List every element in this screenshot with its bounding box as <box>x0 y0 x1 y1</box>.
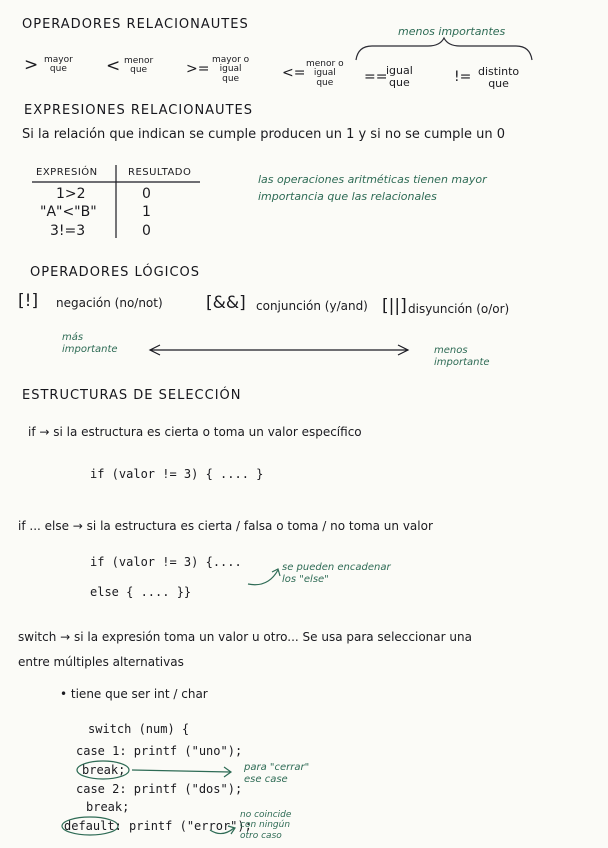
table-header: EXPRESIÓN <box>36 167 98 178</box>
op-symbol: < <box>106 56 121 76</box>
relational-rule-text: Si la relación que indican se cumple producen un 1 y si no se cumple un 0 <box>22 127 505 142</box>
section-title-logical-operators: OPERADORES LÓGICOS <box>30 265 201 280</box>
if-code-example: if (valor != 3) { .... } <box>90 467 264 481</box>
op-label: mayor o igual que <box>212 55 250 84</box>
op-label: igual que <box>386 64 413 89</box>
table-cell: 0 <box>142 186 151 202</box>
table-header: RESULTADO <box>128 167 192 178</box>
if-else-description: if ... else → si la estructura es cierta / falsa o toma / no toma un valor <box>18 519 433 533</box>
switch-code-line: break; <box>82 763 126 777</box>
switch-code-line: case 1: printf ("uno"); <box>76 744 243 758</box>
table-cell: 1 <box>142 204 151 220</box>
and-operator: [&&] <box>206 293 246 313</box>
op-symbol: == <box>364 69 388 85</box>
switch-code-line: switch (num) { <box>88 722 190 736</box>
op-label: menor o igual que <box>306 59 344 88</box>
arithmetic-priority-note: las operaciones aritméticas tienen mayor importancia que las relacionales <box>258 173 487 203</box>
switch-description-line-1: switch → si la expresión toma un valor u otro... Se usa para seleccionar una <box>18 630 472 644</box>
section-title-relational-expressions: EXPRESIONES RELACIONAUTES <box>24 103 253 118</box>
break-note-arrow <box>132 770 230 772</box>
switch-description-line-2: entre múltiples alternativas <box>18 655 184 669</box>
break-note: para "cerrar" ese case <box>244 762 310 785</box>
switch-code-line: break; <box>86 800 130 814</box>
table-cell: 1>2 <box>56 186 86 202</box>
or-operator: [||] <box>382 296 407 316</box>
not-description: negación (no/not) <box>56 296 163 310</box>
else-note-arrow <box>248 570 278 585</box>
default-note: no coincide con ningún otro caso <box>240 810 292 841</box>
section-title-relational-operators: OPERADORES RELACIONAUTES <box>22 17 249 32</box>
table-cell: 3!=3 <box>50 223 86 239</box>
less-important-label: menos importante <box>434 345 490 368</box>
op-label: distinto que <box>478 65 520 90</box>
section-title-selection-structures: ESTRUCTURAS DE SELECCIÓN <box>22 388 242 403</box>
op-label: menor que <box>124 56 154 76</box>
op-symbol: >= <box>186 61 210 77</box>
or-description: disyunción (o/or) <box>408 302 510 316</box>
op-label: mayor que <box>44 55 73 75</box>
switch-type-bullet: • tiene que ser int / char <box>60 687 208 701</box>
op-symbol: != <box>454 69 472 85</box>
more-important-label: más importante <box>62 332 118 355</box>
table-cell: 0 <box>142 223 151 239</box>
if-else-code-line-2: else { .... }} <box>90 585 192 599</box>
switch-code-line: default: printf ("error"); <box>64 819 252 833</box>
switch-code-line: case 2: printf ("dos"); <box>76 782 243 796</box>
if-else-code-line-1: if (valor != 3) {.... <box>90 555 242 569</box>
not-operator: [!] <box>18 291 39 311</box>
and-description: conjunción (y/and) <box>256 299 368 313</box>
less-important-note: menos importantes <box>398 25 506 38</box>
brace-stroke <box>356 38 532 60</box>
op-symbol: > <box>24 55 39 75</box>
if-description: if → si la estructura es cierta o toma un valor específico <box>28 425 362 439</box>
table-cell: "A"<"B" <box>40 204 97 220</box>
chain-else-note: se pueden encadenar los "else" <box>282 562 391 585</box>
op-symbol: <= <box>282 65 306 81</box>
